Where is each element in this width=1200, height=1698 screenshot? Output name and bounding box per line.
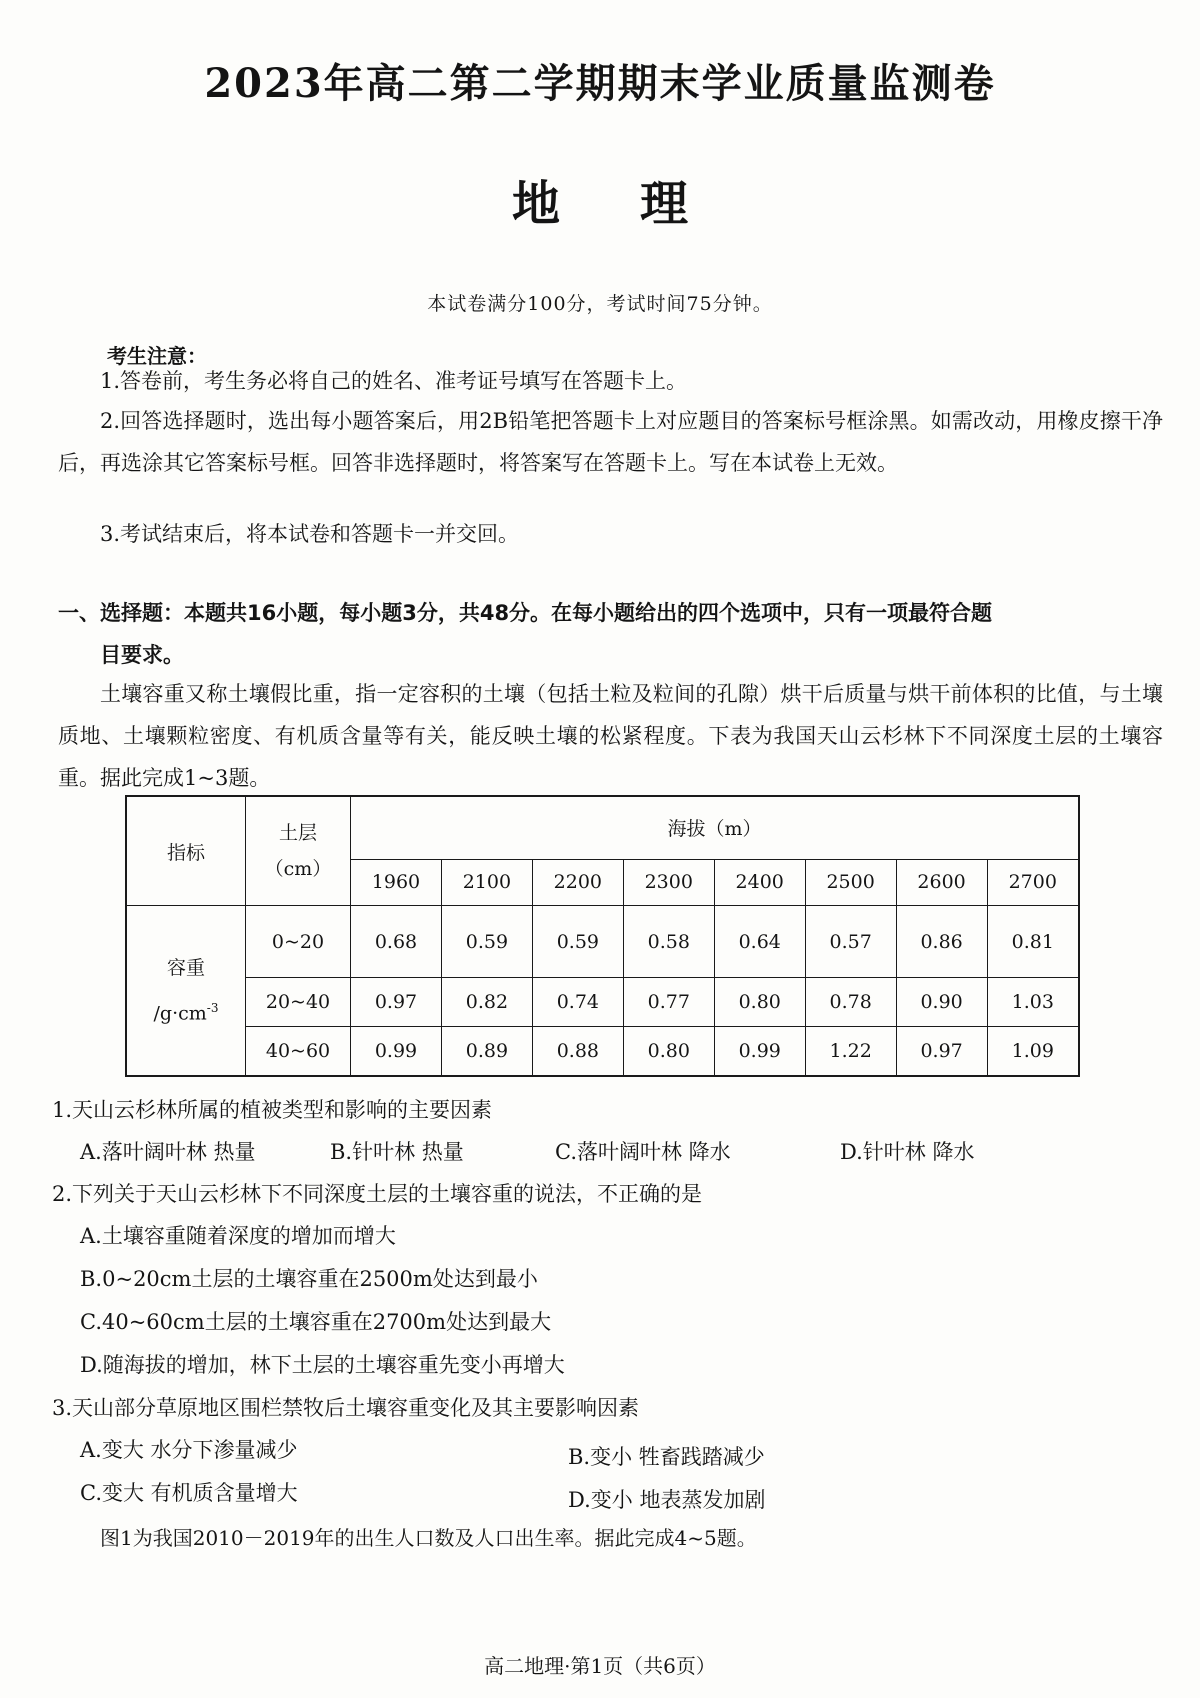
notice-item-1: 1.答卷前，考生务必将自己的姓名、准考证号填写在答题卡上。 <box>100 369 688 393</box>
header-altitude: 海拔（m） <box>351 796 1080 859</box>
value-cell: 0.78 <box>805 978 896 1027</box>
value-cell: 0.86 <box>896 906 987 978</box>
table-row <box>126 906 1079 978</box>
soil-bulk-density-table <box>125 795 1080 1077</box>
question-3-stem: 3.天山部分草原地区围栏禁牧后土壤容重变化及其主要影响因素 <box>52 1396 640 1420</box>
value-cell: 0.80 <box>714 978 805 1027</box>
value-cell: 0.77 <box>623 978 714 1027</box>
layer-cell: 40~60 <box>246 1027 351 1076</box>
value-cell: 0.97 <box>896 1027 987 1076</box>
notice-item-2: 2.回答选择题时，选出每小题答案后，用2B铅笔把答题卡上对应题目的答案标号框涂黑。如需改动，用橡皮擦干净后，再选涂其它答案标号框。回答非选择题时，将答案写在答题卡上。写在本试卷上无效。 <box>58 409 1163 475</box>
subject-char-2: 理 <box>640 176 689 232</box>
value-cell: 1.09 <box>987 1027 1079 1076</box>
question-1-option-b: B.针叶林 热量 <box>330 1140 464 1164</box>
value-cell: 0.57 <box>805 906 896 978</box>
intro-questions-4-5: 图1为我国2010－2019年的出生人口数及人口出生率。据此完成4~5题。 <box>100 1526 757 1550</box>
header-soil-layer-line-1: 土层 <box>278 822 317 845</box>
question-1-option-a: A.落叶阔叶林 热量 <box>80 1140 256 1164</box>
value-cell: 0.64 <box>714 906 805 978</box>
value-cell: 0.58 <box>623 906 714 978</box>
row-label-line-2: /g·cm <box>153 1002 207 1025</box>
value-cell: 0.80 <box>623 1027 714 1076</box>
question-2-option-a: A.土壤容重随着深度的增加而增大 <box>80 1224 396 1248</box>
value-cell: 0.81 <box>987 906 1079 978</box>
passage-soil-bulk-density: 土壤容重又称土壤假比重，指一定容积的土壤（包括土粒及粒间的孔隙）烘干后质量与烘干前体积的比值，与土壤质地、土壤颗粒密度、有机质含量等有关，能反映土壤的松紧程度。下表为我国天山云杉林下不同深度土层的土壤容重。据此完成1~3题。 <box>58 682 1163 790</box>
header-indicator: 指标 <box>126 796 246 906</box>
layer-cell: 0~20 <box>246 906 351 978</box>
altitude-cell: 2100 <box>441 859 532 906</box>
altitude-cell: 2600 <box>896 859 987 906</box>
question-3-option-a: A.变大 水分下渗量减少 <box>80 1438 298 1462</box>
table-row <box>126 978 1079 1027</box>
value-cell: 0.82 <box>441 978 532 1027</box>
header-soil-layer-line-2: （cm） <box>264 858 332 881</box>
question-2-stem: 2.下列关于天山云杉林下不同深度土层的土壤容重的说法，不正确的是 <box>52 1182 703 1206</box>
altitude-cell: 2200 <box>532 859 623 906</box>
layer-cell: 20~40 <box>246 978 351 1027</box>
notice-heading: 考生注意： <box>107 344 207 368</box>
value-cell: 0.59 <box>441 906 532 978</box>
notice-item-3: 3.考试结束后，将本试卷和答题卡一并交回。 <box>100 522 520 546</box>
value-cell: 0.68 <box>351 906 442 978</box>
section-heading <box>58 592 1163 676</box>
question-1-option-c: C.落叶阔叶林 降水 <box>555 1140 731 1164</box>
subject-title <box>0 165 1200 234</box>
value-cell: 0.90 <box>896 978 987 1027</box>
row-label-sup: -3 <box>206 1000 219 1015</box>
subject-char-1: 地 <box>511 176 560 232</box>
section-heading-line-1: 一、选择题：本题共16小题，每小题3分，共48分。在每小题给出的四个选项中，只有一项最符合题 <box>58 601 993 625</box>
value-cell: 1.03 <box>987 978 1079 1027</box>
row-label-bulk-density <box>126 906 246 1076</box>
value-cell: 0.88 <box>532 1027 623 1076</box>
header-soil-layer <box>246 796 351 906</box>
row-label-line-1: 容重 <box>166 956 205 979</box>
value-cell: 0.99 <box>351 1027 442 1076</box>
altitude-cell: 2300 <box>623 859 714 906</box>
question-1-option-d: D.针叶林 降水 <box>840 1140 975 1164</box>
value-cell: 0.97 <box>351 978 442 1027</box>
value-cell: 0.89 <box>441 1027 532 1076</box>
altitude-cell: 2700 <box>987 859 1079 906</box>
value-cell: 0.74 <box>532 978 623 1027</box>
question-3-option-b: B.变小 牲畜践踏减少 <box>568 1445 765 1469</box>
table-row <box>126 1027 1079 1076</box>
question-3-option-d: D.变小 地表蒸发加剧 <box>568 1488 766 1512</box>
value-cell: 0.59 <box>532 906 623 978</box>
question-1-stem: 1.天山云杉林所属的植被类型和影响的主要因素 <box>52 1098 493 1122</box>
value-cell: 1.22 <box>805 1027 896 1076</box>
altitude-cell: 1960 <box>351 859 442 906</box>
altitude-cell: 2500 <box>805 859 896 906</box>
question-3-option-c: C.变大 有机质含量增大 <box>80 1481 298 1505</box>
question-2-option-d: D.随海拔的增加，林下土层的土壤容重先变小再增大 <box>80 1353 565 1377</box>
page-footer: 高二地理·第1页（共6页） <box>484 1654 716 1678</box>
section-heading-line-2: 目要求。 <box>100 643 184 667</box>
altitude-cell: 2400 <box>714 859 805 906</box>
question-2-option-b: B.0~20cm土层的土壤容重在2500m处达到最小 <box>80 1267 538 1291</box>
exam-title: 2023年高二第二学期期末学业质量监测卷 <box>204 60 996 107</box>
exam-info: 本试卷满分100分，考试时间75分钟。 <box>427 293 773 315</box>
value-cell: 0.99 <box>714 1027 805 1076</box>
question-2-option-c: C.40~60cm土层的土壤容重在2700m处达到最大 <box>80 1310 552 1334</box>
